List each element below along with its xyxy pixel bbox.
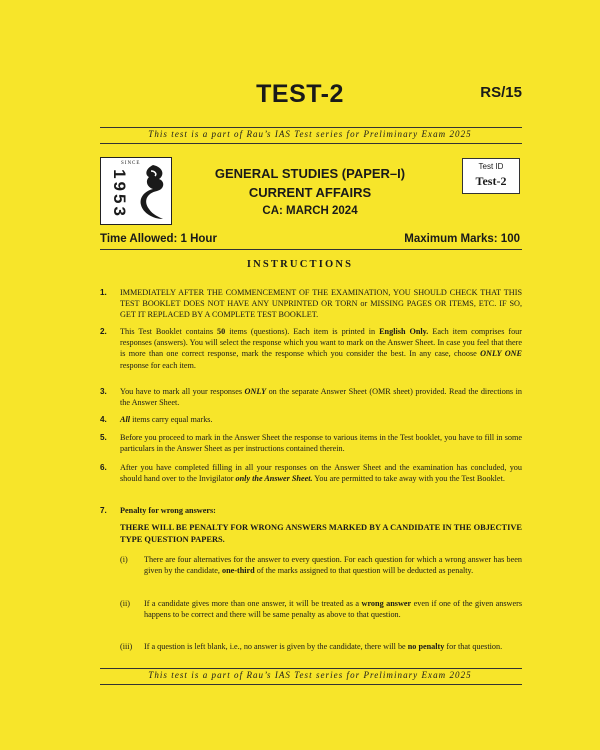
- instruction-item: [100, 386, 522, 408]
- item-text: You have to mark all your responses ONLY on the separate Answer Sheet (OMR sheet) provided. Read the directions in the Answer Sheet.: [120, 387, 522, 408]
- instruction-item: [100, 432, 522, 454]
- bottom-divider-lower: [100, 684, 522, 685]
- item-text: All items carry equal marks.: [120, 415, 213, 424]
- item-number: 7.: [100, 506, 107, 515]
- item-text: Penalty for wrong answers:: [120, 506, 216, 515]
- sub-item-number: (ii): [120, 599, 131, 608]
- item-number: 6.: [100, 463, 107, 472]
- item-text: IMMEDIATELY AFTER THE COMMENCEMENT OF THE EXAMINATION, YOU SHOULD CHECK THAT THIS TEST BOOKLET DOES NOT HAVE ANY UNPRINTED OR TORN or MISSING PAGES OR ITEMS, ETC. IF SO, GET IT REPLACED BY A COMPLETE TEST BOOKLET.: [120, 288, 522, 320]
- logo-since-text: SINCE: [121, 161, 141, 166]
- instruction-item: [100, 287, 522, 321]
- penalty-warning: THERE WILL BE PENALTY FOR WRONG ANSWERS MARKED BY A CANDIDATE IN THE OBJECTIVE TYPE QUESTION PAPERS.: [120, 523, 522, 544]
- paper-month: CA: MARCH 2024: [262, 205, 358, 217]
- logo-year: 1953: [109, 169, 129, 219]
- sub-item-text: If a question is left blank, i.e., no answer is given by the candidate, there will be no penalty for that question.: [144, 642, 503, 651]
- top-divider-lower: [100, 143, 522, 144]
- maximum-marks: Maximum Marks: 100: [404, 233, 520, 245]
- paper-subject: CURRENT AFFAIRS: [248, 185, 372, 200]
- instruction-item: [100, 462, 522, 484]
- item-number: 2.: [100, 327, 107, 336]
- item-number: 1.: [100, 288, 107, 297]
- booklet-code: RS/15: [480, 84, 522, 101]
- item-text: Before you proceed to mark in the Answer Sheet the response to various items in the Test booklet, you have to fill in some particulars in the Answer Sheet as per instructions contained therein.: [120, 433, 522, 454]
- item-number: 3.: [100, 387, 107, 396]
- paper-name: GENERAL STUDIES (PAPER–I): [214, 166, 406, 181]
- item-text: This Test Booklet contains 50 items (questions). Each item is printed in English Only. Each item comprises four responses (answers). You will select the response which you want to mark on the Answer Sheet. In case you feel that there is more than one correct response, mark the response which you consider the best. In any case, choose ONLY ONE response for each item.: [120, 327, 522, 370]
- sub-item-number: (iii): [120, 642, 133, 651]
- sub-item-text: There are four alternatives for the answer to every question. For each question for which a wrong answer has been given by the candidate, one-third of the marks assigned to that question will be deducted as penalty.: [144, 555, 522, 576]
- item-text: After you have completed filling in all your responses on the Answer Sheet and the examination has concluded, you should hand over to the Invigilator only the Answer Sheet. You are permitted to take away with you the Test Booklet.: [120, 463, 522, 484]
- item-number: 4.: [100, 415, 107, 424]
- bottom-divider-upper: [100, 668, 522, 669]
- instruction-item: [100, 414, 522, 425]
- penalty-sub-item: [120, 554, 522, 576]
- footer-series-note: This test is a part of Rau’s IAS Test series for Preliminary Exam 2025: [148, 670, 472, 680]
- test-id-box: [462, 158, 520, 194]
- instruction-item: [100, 505, 522, 516]
- penalty-sub-item: [120, 598, 522, 620]
- test-id-value: Test-2: [475, 174, 507, 188]
- test-title: TEST-2: [256, 80, 344, 108]
- item-number: 5.: [100, 433, 107, 442]
- instructions-heading: INSTRUCTIONS: [246, 259, 354, 270]
- sub-item-number: (i): [120, 555, 128, 564]
- test-id-label: Test ID: [478, 162, 504, 171]
- top-divider-upper: [100, 127, 522, 128]
- series-note: This test is a part of Rau’s IAS Test series for Preliminary Exam 2025: [148, 129, 472, 139]
- meta-divider: [100, 249, 522, 250]
- sub-item-text: If a candidate gives more than one answer, it will be treated as a wrong answer even if one of the given answers happens to be correct and there will be same penalty as above to that question.: [144, 599, 523, 620]
- instruction-item: [100, 326, 522, 371]
- penalty-sub-item: [120, 641, 522, 652]
- time-allowed: Time Allowed: 1 Hour: [100, 233, 217, 245]
